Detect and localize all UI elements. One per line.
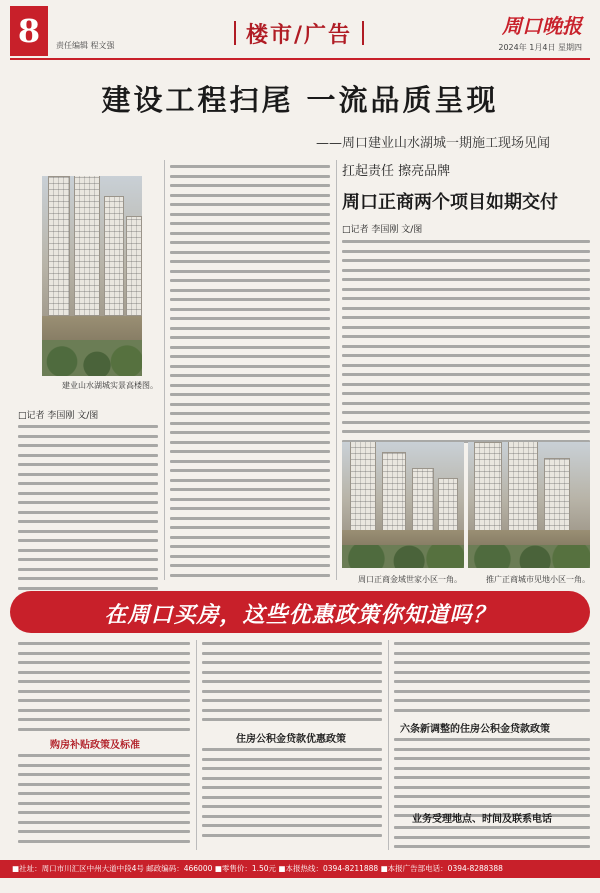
column-rule (388, 640, 389, 850)
lead-body-col2 (170, 165, 330, 583)
lead-byline: □记者 李国刚 文/图 (18, 411, 99, 421)
promo-body-col2 (202, 642, 382, 728)
second-photo-left (342, 442, 464, 568)
second-photo-right-caption: 推广正商城市见地小区一角。 (486, 575, 590, 584)
promo-body-col1 (18, 642, 190, 737)
promo-banner (10, 591, 590, 633)
newspaper-logo: 周口晚报 (502, 14, 582, 38)
promo-body-col1b (18, 754, 190, 849)
column-rule (336, 160, 337, 580)
second-headline: 周口正商两个项目如期交付 (342, 192, 558, 213)
lead-headline: 建设工程扫尾 一流品质呈现 (101, 83, 499, 117)
lead-photo (42, 176, 142, 376)
editor-credit: 责任编辑 程文强 (56, 41, 115, 50)
promo-banner-title: 在周口买房，这些优惠政策你知道吗？ (104, 603, 496, 628)
subsidy-subhead: 购房补贴政策及标准 (50, 740, 140, 751)
second-photo-left-caption: 周口正商金域世家小区一角。 (358, 575, 462, 584)
second-photo-right (468, 442, 590, 568)
page-number: 8 (10, 6, 48, 56)
promo-body-col3 (394, 642, 590, 718)
second-kicker: 扛起责任 擦亮品牌 (342, 164, 451, 179)
second-byline: □记者 李国刚 文/图 (342, 225, 423, 235)
lead-photo-caption: 建业山水湖城实景高楼图。 (62, 381, 158, 390)
section-title: 楼市/广告 (246, 18, 352, 49)
masthead (10, 0, 590, 60)
lead-subhead: ——周口建业山水湖城一期施工现场见闻 (315, 136, 550, 151)
promo-body-col2b (202, 748, 382, 843)
column-rule (196, 640, 197, 850)
lead-body-col1 (18, 425, 158, 596)
column-rule (164, 160, 165, 580)
hotline-subhead: 业务受理地点、时间及联系电话 (412, 814, 552, 825)
fund-loan-subhead: 住房公积金贷款优惠政策 (236, 734, 346, 745)
second-body (342, 240, 590, 449)
new-policies-subhead: 六条新调整的住房公积金贷款政策 (400, 724, 550, 735)
footer-bar: ■社址：周口市川汇区中州大道中段4号 邮政编码：466000 ■零售价：1.50元 ■本报热线：0394-8211888 ■本报广告部电话：0394-8288388 (0, 860, 600, 878)
promo-body-col3c (394, 826, 590, 855)
issue-date: 2024年 1月4日 星期四 (498, 43, 582, 52)
